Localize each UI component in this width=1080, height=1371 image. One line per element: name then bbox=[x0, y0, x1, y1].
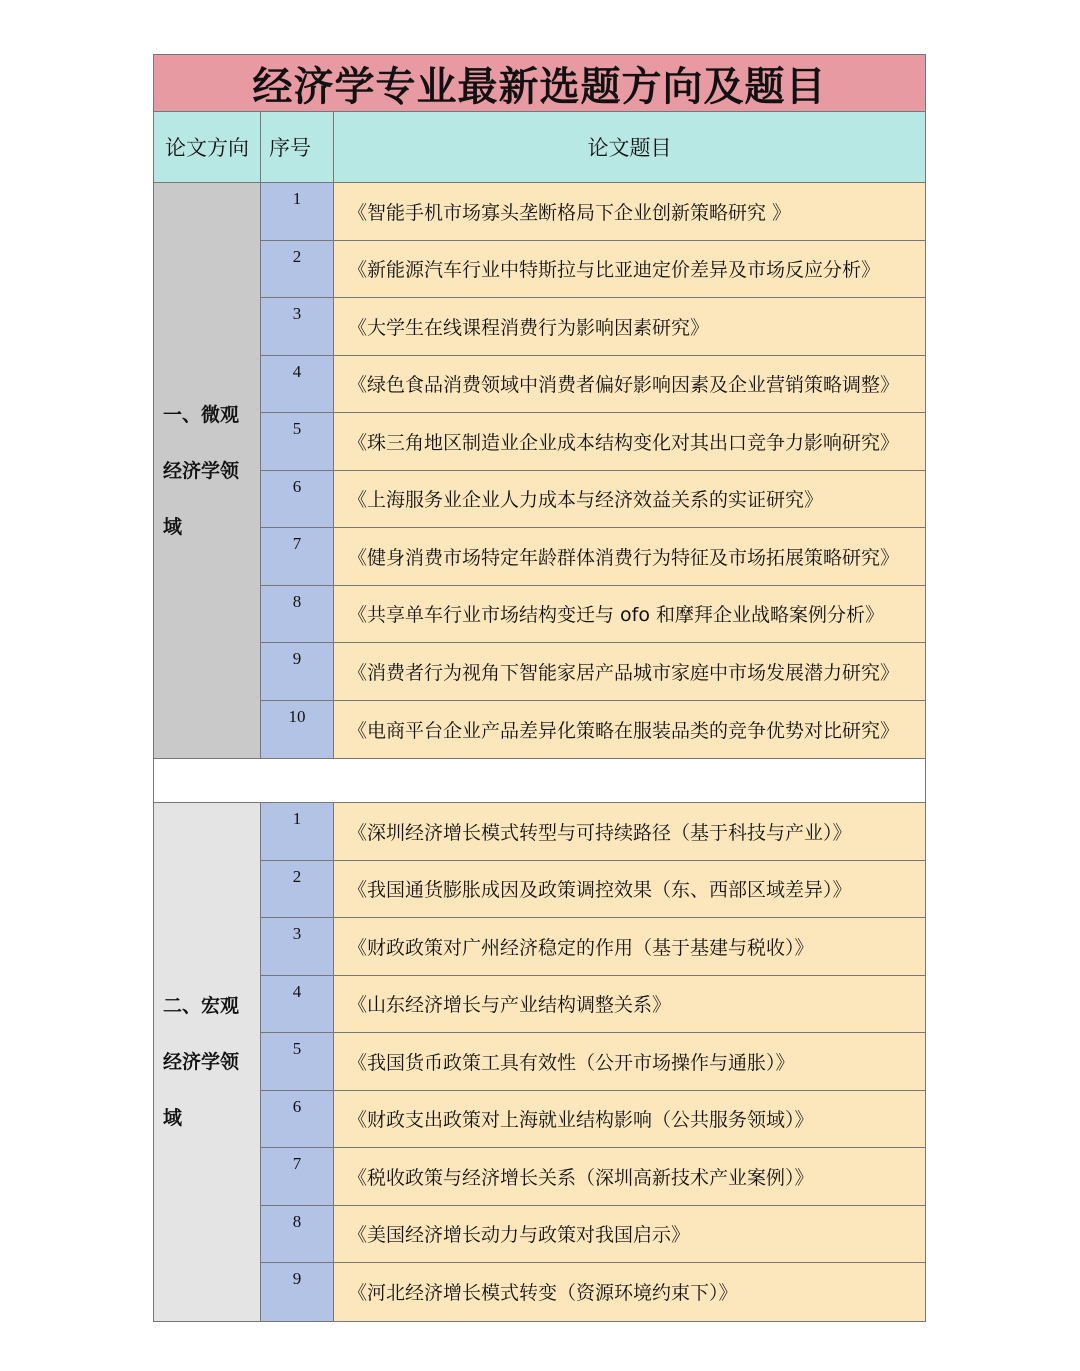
direction-label: 二、宏观 经济学领 域 bbox=[163, 994, 240, 1129]
table-row bbox=[261, 528, 925, 586]
rows-group bbox=[261, 183, 925, 758]
row-number: 10 bbox=[261, 701, 334, 759]
row-topic: 《消费者行为视角下智能家居产品城市家庭中市场发展潜力研究》 bbox=[334, 643, 925, 700]
direction-cell bbox=[154, 803, 261, 1321]
row-topic: 《美国经济增长动力与政策对我国启示》 bbox=[334, 1206, 925, 1263]
table-row bbox=[261, 1206, 925, 1264]
table-row bbox=[261, 643, 925, 701]
table-row bbox=[261, 356, 925, 414]
row-number: 4 bbox=[261, 356, 334, 413]
table-row bbox=[261, 1148, 925, 1206]
table-row bbox=[261, 183, 925, 241]
row-topic: 《智能手机市场寡头垄断格局下企业创新策略研究 》 bbox=[334, 183, 925, 240]
row-topic: 《共享单车行业市场结构变迁与 ofo 和摩拜企业战略案例分析》 bbox=[334, 586, 925, 643]
row-topic: 《财政政策对广州经济稳定的作用（基于基建与税收）》 bbox=[334, 918, 925, 975]
table-row bbox=[261, 918, 925, 976]
table-row bbox=[261, 471, 925, 529]
row-number: 7 bbox=[261, 528, 334, 585]
row-number: 6 bbox=[261, 471, 334, 528]
row-topic: 《珠三角地区制造业企业成本结构变化对其出口竞争力影响研究》 bbox=[334, 413, 925, 470]
row-number: 7 bbox=[261, 1148, 334, 1205]
table-row bbox=[261, 861, 925, 919]
row-number: 3 bbox=[261, 298, 334, 355]
row-number: 6 bbox=[261, 1091, 334, 1148]
row-number: 9 bbox=[261, 1263, 334, 1321]
row-topic: 《税收政策与经济增长关系（深圳高新技术产业案例）》 bbox=[334, 1148, 925, 1205]
row-topic: 《大学生在线课程消费行为影响因素研究》 bbox=[334, 298, 925, 355]
section-macro bbox=[153, 803, 926, 1322]
header-topic: 论文题目 bbox=[587, 136, 672, 160]
row-number: 1 bbox=[261, 803, 334, 860]
table-row bbox=[261, 298, 925, 356]
row-topic: 《财政支出政策对上海就业结构影响（公共服务领域）》 bbox=[334, 1091, 925, 1148]
header-direction: 论文方向 bbox=[154, 112, 261, 182]
row-number: 8 bbox=[261, 1206, 334, 1263]
row-topic: 《绿色食品消费领域中消费者偏好影响因素及企业营销策略调整》 bbox=[334, 356, 925, 413]
row-number: 8 bbox=[261, 586, 334, 643]
row-topic: 《河北经济增长模式转变（资源环境约束下）》 bbox=[334, 1263, 925, 1321]
row-topic: 《新能源汽车行业中特斯拉与比亚迪定价差异及市场反应分析》 bbox=[334, 241, 925, 298]
row-number: 2 bbox=[261, 241, 334, 298]
row-topic: 《我国货币政策工具有效性（公开市场操作与通胀）》 bbox=[334, 1033, 925, 1090]
row-topic: 《健身消费市场特定年龄群体消费行为特征及市场拓展策略研究》 bbox=[334, 528, 925, 585]
table-title: 经济学专业最新选题方向及题目 bbox=[153, 54, 926, 112]
table-header bbox=[153, 112, 926, 183]
table-row bbox=[261, 413, 925, 471]
row-number: 5 bbox=[261, 1033, 334, 1090]
row-number: 4 bbox=[261, 976, 334, 1033]
row-number: 1 bbox=[261, 183, 334, 240]
topic-table bbox=[153, 54, 926, 1322]
row-topic: 《电商平台企业产品差异化策略在服装品类的竞争优势对比研究》 bbox=[334, 701, 925, 759]
row-topic: 《深圳经济增长模式转型与可持续路径（基于科技与产业）》 bbox=[334, 803, 925, 860]
table-row bbox=[261, 1091, 925, 1149]
row-number: 2 bbox=[261, 861, 334, 918]
table-row bbox=[261, 976, 925, 1034]
table-row bbox=[261, 586, 925, 644]
row-topic: 《上海服务业企业人力成本与经济效益关系的实证研究》 bbox=[334, 471, 925, 528]
section-micro bbox=[153, 183, 926, 759]
table-row bbox=[261, 1263, 925, 1321]
row-topic: 《我国通货膨胀成因及政策调控效果（东、西部区域差异）》 bbox=[334, 861, 925, 918]
table-row bbox=[261, 1033, 925, 1091]
row-number: 9 bbox=[261, 643, 334, 700]
table-row bbox=[261, 803, 925, 861]
table-row bbox=[261, 701, 925, 759]
row-number: 3 bbox=[261, 918, 334, 975]
table-row bbox=[261, 241, 925, 299]
row-topic: 《山东经济增长与产业结构调整关系》 bbox=[334, 976, 925, 1033]
direction-label: 一、微观 经济学领 域 bbox=[163, 403, 240, 538]
direction-cell bbox=[154, 183, 261, 758]
section-spacer bbox=[153, 759, 926, 803]
row-number: 5 bbox=[261, 413, 334, 470]
rows-group bbox=[261, 803, 925, 1321]
header-number: 序号 bbox=[261, 112, 334, 182]
